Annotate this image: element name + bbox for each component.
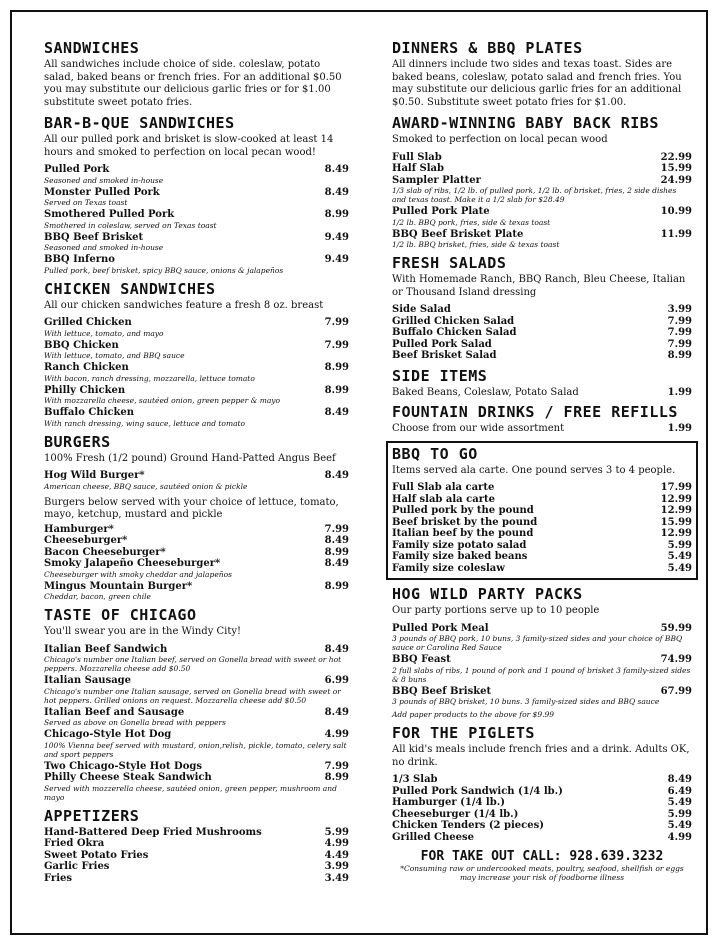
item-name: Hand-Battered Deep Fried Mushrooms [44, 826, 262, 838]
menu-item [44, 470, 349, 482]
item-description: 2 full slabs of ribs, 1 pound of pork and 1 pound of brisket 3 family-sized sides & 8 buns [392, 665, 691, 684]
item-name: Grilled Chicken Salad [392, 315, 515, 327]
item-name: Bacon Cheeseburger* [44, 546, 166, 558]
menu-item [44, 675, 349, 687]
burgers-heading: BURGERS [44, 432, 111, 451]
item-description: 1/2 lb. BBQ brisket, fries, side & texas toast [392, 240, 560, 249]
item-name: Half Slab [392, 163, 445, 174]
item-name: Ranch Chicken [44, 362, 129, 373]
item-price: 5.49 [667, 820, 692, 831]
dinners-section [392, 40, 692, 109]
item-description: With bacon, ranch dressing, mozzarella, lettuce tomato [44, 373, 255, 383]
item-price: 7.99 [667, 338, 692, 350]
item-name: Italian beef by the pound [392, 528, 534, 539]
menu-item [392, 175, 692, 187]
item-price: 8.99 [324, 209, 349, 220]
item-price: 7.99 [667, 327, 692, 338]
menu-item [44, 581, 349, 593]
item-price: 12.99 [660, 505, 692, 516]
item-price: 10.99 [660, 206, 692, 217]
menu-item [392, 820, 692, 832]
appetizers-list [44, 827, 349, 885]
item-description: With lettuce, tomato, and BBQ sauce [44, 351, 185, 360]
menu-item [392, 654, 692, 666]
menu-item [392, 350, 692, 362]
item-description: Smothered in coleslaw, served on Texas toast [44, 220, 217, 230]
menu-item [44, 187, 349, 199]
item-price: 5.49 [667, 562, 692, 574]
item-price: 7.99 [324, 339, 349, 351]
item-description: Served with mozzerella cheese, sautéed onion, green pepper, mushroom and mayo [44, 783, 337, 802]
bbq-to-go-intro: Items served ala carte. One pound serves 3 to 4 people. [392, 464, 676, 476]
menu-item [392, 832, 692, 844]
item-name: Smothered Pulled Pork [44, 209, 175, 220]
bbq-sandwiches-section [44, 115, 349, 275]
menu-item [44, 385, 349, 397]
chicago-intro: You'll swear you are in the Windy City! [44, 626, 242, 637]
menu-item [44, 873, 349, 885]
item-price: 8.49 [324, 643, 349, 655]
item-name: Hamburger (1/4 lb.) [392, 797, 505, 808]
disclaimer: *Consuming raw or undercooked meats, poultry, seafood, shellfish or eggs may increase your risk of foodborne illness [400, 864, 684, 882]
item-price: 15.99 [660, 163, 692, 174]
burgers-list [44, 524, 349, 602]
menu-item [392, 494, 692, 506]
item-name: Full Slab [392, 151, 442, 163]
item-price: 7.99 [324, 760, 349, 772]
chicago-list [44, 644, 349, 802]
item-name: Grilled Chicken [44, 317, 132, 328]
sides-section [392, 368, 692, 399]
item-price: 8.49 [667, 774, 692, 785]
salads-intro: With Homemade Ranch, BBQ Ranch, Bleu Cheese, Italian or Thousand Island dressing [392, 274, 686, 298]
appetizers-section [44, 808, 349, 885]
item-name: Buffalo Chicken [44, 407, 135, 418]
menu-item [44, 761, 349, 773]
menu-item [44, 232, 349, 244]
bbq-sandwiches-intro: All our pulled pork and brisket is slow-cooked at least 14 hours and smoked to perfection on local pecan wood! [44, 134, 334, 158]
item-description: With mozzarella cheese, sautéed onion, green pepper & mayo [44, 396, 281, 405]
menu-item [44, 861, 349, 873]
menu-item [392, 517, 692, 529]
item-name: Two Chicago-Style Hot Dogs [44, 760, 202, 772]
item-price: 1.99 [667, 423, 692, 434]
item-price: 11.99 [660, 228, 692, 240]
item-price: 17.99 [660, 482, 692, 493]
item-price: 24.99 [660, 174, 692, 186]
sandwiches-intro: All sandwiches include choice of side. coleslaw, potato salad, baked beans or french fries. For an additional $0.50 you may substitute our delicious garlic fries or for $1.00 substitute sweet potato fries. [44, 59, 342, 108]
item-name: Sampler Platter [392, 174, 481, 186]
item-name: Hamburger* [44, 523, 114, 535]
item-name: Beef Brisket Salad [392, 350, 497, 361]
menu-item [392, 327, 692, 339]
item-description: 1/2 lb. BBQ pork, fries, side & texas toast [392, 217, 551, 227]
sides-heading: SIDE ITEMS [392, 366, 488, 385]
bbq-to-go-list [392, 482, 692, 574]
bbq-sandwiches-heading: BAR-B-QUE SANDWICHES [44, 114, 235, 132]
menu-item [392, 152, 692, 164]
party-list [392, 623, 692, 707]
item-price: 8.49 [324, 407, 349, 418]
item-name: Sweet Potato Fries [44, 849, 149, 861]
item-price: 7.99 [667, 315, 692, 327]
item-price: 6.49 [667, 785, 692, 797]
menu-item [44, 209, 349, 221]
menu-item [392, 540, 692, 552]
item-name: Pulled Pork Meal [392, 622, 489, 634]
piglets-list [392, 774, 692, 843]
item-description: With ranch dressing, wing sauce, lettuce and tomato [44, 418, 246, 428]
item-price: 8.99 [324, 772, 349, 783]
item-name: Chicago-Style Hot Dog [44, 729, 172, 740]
left-column [44, 34, 349, 884]
piglets-intro: All kid's meals include french fries and a drink. Adults OK, no drink. [392, 744, 690, 768]
item-name: Cheeseburger (1/4 lb.) [392, 808, 519, 820]
item-price: 7.99 [324, 317, 349, 328]
item-description: Seasoned and smoked in-house [44, 243, 164, 252]
item-price: 4.99 [667, 831, 692, 843]
item-price: 59.99 [660, 622, 692, 634]
chicken-section [44, 281, 349, 428]
menu-item [392, 206, 692, 218]
item-name: BBQ Beef Brisket [392, 685, 492, 697]
menu-item [392, 387, 692, 399]
bbq-to-go-heading: BBQ TO GO [392, 444, 478, 463]
ribs-list [392, 152, 692, 250]
salads-list [392, 304, 692, 362]
menu-item [44, 524, 349, 536]
menu-item [392, 563, 692, 575]
menu-item [44, 729, 349, 741]
menu-item [392, 774, 692, 786]
party-heading: HOG WILD PARTY PACKS [392, 585, 583, 603]
item-price: 8.49 [324, 706, 349, 718]
item-name: Fries [44, 872, 72, 884]
item-price: 4.49 [324, 849, 349, 861]
menu-item [392, 163, 692, 175]
item-name: Buffalo Chicken Salad [392, 327, 517, 338]
menu-item [392, 339, 692, 351]
piglets-section [392, 725, 692, 843]
ribs-section [392, 115, 692, 249]
item-price: 22.99 [660, 151, 692, 163]
item-description: American cheese, BBQ sauce, sautéed onion & pickle [44, 481, 248, 491]
chicken-intro: All our chicken sandwiches feature a fresh 8 oz. breast [44, 299, 324, 311]
chicago-section [44, 607, 349, 802]
item-name: BBQ Feast [392, 654, 451, 665]
item-description: 3 pounds of BBQ pork, 10 buns, 3 family-sized sides and your choice of BBQ sauce or Carolina Red Sauce [392, 634, 683, 652]
item-price: 8.49 [324, 186, 349, 198]
menu-item [44, 340, 349, 352]
menu-item [44, 707, 349, 719]
item-name: BBQ Beef Brisket [44, 231, 144, 243]
ribs-intro: Smoked to perfection on local pecan wood [392, 134, 608, 145]
item-name: Philly Chicken [44, 384, 126, 396]
item-description: 100% Vienna beef served with mustard, onion,relish, pickle, tomato, celery salt and sport peppers [44, 740, 347, 759]
menu-item [44, 838, 349, 850]
item-name: Hog Wild Burger* [44, 470, 145, 481]
item-description: With lettuce, tomato, and mayo [44, 328, 164, 338]
item-name: Pulled Pork Plate [392, 206, 490, 217]
item-description: Chicago's number one Italian sausage, served on Gonella bread with sweet or hot peppers. Grilled onions on request. Mozzarella cheese add $0.50 [44, 686, 341, 705]
sandwiches-section [44, 40, 349, 109]
salads-heading: FRESH SALADS [392, 254, 507, 272]
item-name: Mingus Mountain Burger* [44, 580, 193, 592]
item-price: 5.99 [667, 808, 692, 820]
sandwiches-heading: SANDWICHES [44, 39, 140, 57]
item-name: BBQ Chicken [44, 339, 119, 351]
menu-item [392, 797, 692, 809]
item-description: Pulled pork, beef brisket, spicy BBQ sauce, onions & jalapeños [44, 265, 284, 275]
item-name: Family size baked beans [392, 551, 528, 562]
item-price: 3.49 [324, 872, 349, 884]
item-price: 67.99 [660, 685, 692, 697]
burgers-intro: 100% Fresh (1/2 pound) Ground Hand-Patted Angus Beef [44, 452, 336, 464]
item-price: 1.99 [667, 386, 692, 398]
menu-page [10, 10, 708, 935]
bbq-to-go-box [386, 441, 698, 581]
menu-item [392, 423, 692, 435]
item-price: 4.99 [324, 729, 349, 740]
item-price: 12.99 [660, 528, 692, 539]
item-price: 5.49 [667, 551, 692, 562]
menu-item [392, 304, 692, 316]
item-name: Pulled pork by the pound [392, 505, 534, 516]
dinners-intro: All dinners include two sides and texas toast. Sides are baked beans, coleslaw, potato salad and french fries. You may substitute our delicious garlic fries for an additional $0.50. Substitute sweet potato fries for $1.00. [392, 59, 682, 108]
menu-item [44, 558, 349, 570]
item-name: Full Slab ala carte [392, 482, 495, 493]
burgers-section [44, 434, 349, 602]
item-description: Seasoned and smoked in-house [44, 175, 164, 185]
item-name: Side Salad [392, 304, 451, 315]
menu-item [44, 644, 349, 656]
item-name: Italian Sausage [44, 675, 132, 686]
item-price: 8.49 [324, 164, 349, 175]
menu-item [392, 229, 692, 241]
item-name: Fried Okra [44, 838, 105, 849]
bbq-sandwiches-list [44, 164, 349, 275]
party-note: Add paper products to the above for $9.99 [392, 710, 555, 719]
item-price: 8.99 [324, 362, 349, 373]
item-price: 6.99 [324, 675, 349, 686]
menu-item [44, 772, 349, 784]
item-price: 8.49 [324, 470, 349, 481]
item-description: Chicago's number one Italian beef, served on Gonella bread with sweet or hot peppers. Mozzarella cheese add $0.50 [44, 655, 342, 673]
drinks-section [392, 404, 692, 435]
item-name: Monster Pulled Pork [44, 186, 160, 198]
item-price: 8.49 [324, 535, 349, 546]
menu-item [392, 505, 692, 517]
item-price: 5.99 [324, 826, 349, 838]
item-price: 8.99 [324, 384, 349, 396]
item-price: 74.99 [660, 654, 692, 665]
drinks-line: Choose from our wide assortment [392, 423, 565, 434]
item-description: Served as above on Gonella bread with peppers [44, 718, 226, 727]
item-price: 9.49 [324, 254, 349, 265]
menu-item [392, 551, 692, 563]
menu-item [392, 809, 692, 821]
menu-item [44, 850, 349, 862]
party-intro: Our party portions serve up to 10 people [392, 605, 600, 616]
item-name: BBQ Beef Brisket Plate [392, 228, 524, 240]
item-name: BBQ Inferno [44, 254, 115, 265]
menu-item [392, 528, 692, 540]
ribs-heading: AWARD-WINNING BABY BACK RIBS [392, 114, 659, 132]
right-column [392, 34, 692, 882]
item-name: Beef brisket by the pound [392, 516, 538, 528]
appetizers-heading: APPETIZERS [44, 806, 140, 825]
item-name: Pulled Pork Sandwich (1/4 lb.) [392, 785, 563, 797]
item-description: Cheddar, bacon, green chile [44, 592, 151, 601]
item-description: 1/3 slab of ribs, 1/2 lb. of pulled pork, 1/2 lb. of brisket, fries, 2 side dishes and texas toast. Make it a 1/2 slab for $28.49 [392, 186, 677, 204]
menu-item [44, 254, 349, 266]
item-price: 5.99 [667, 539, 692, 551]
item-name: Family size potato salad [392, 539, 527, 551]
item-name: Grilled Cheese [392, 831, 474, 843]
salads-section [392, 255, 692, 362]
menu-item [44, 535, 349, 547]
item-price: 4.99 [324, 838, 349, 849]
item-price: 3.99 [667, 304, 692, 315]
sides-line: Baked Beans, Coleslaw, Potato Salad [392, 386, 579, 398]
item-price: 8.99 [324, 546, 349, 558]
item-description: Cheeseburger with smoky cheddar and jalapeños [44, 569, 232, 579]
menu-item [44, 164, 349, 176]
takeout-phone: FOR TAKE OUT CALL: 928.639.3232 [420, 849, 664, 864]
item-price: 12.99 [660, 493, 692, 505]
item-price: 3.99 [324, 861, 349, 872]
item-name: Garlic Fries [44, 861, 110, 872]
piglets-heading: FOR THE PIGLETS [392, 724, 535, 742]
item-name: Cheeseburger* [44, 535, 128, 546]
item-price: 7.99 [324, 523, 349, 535]
chicken-heading: CHICKEN SANDWICHES [44, 279, 216, 298]
item-name: Smoky Jalapeño Cheeseburger* [44, 558, 221, 569]
item-description: 3 pounds of BBQ brisket, 10 buns. 3 family-sized sides and BBQ sauce [392, 697, 660, 706]
party-section [392, 586, 692, 719]
item-name: Family size coleslaw [392, 562, 505, 574]
item-price: 5.49 [667, 797, 692, 808]
menu-item [44, 407, 349, 419]
drinks-heading: FOUNTAIN DRINKS / FREE REFILLS [392, 403, 678, 421]
item-name: Italian Beef and Sausage [44, 706, 185, 718]
item-price: 8.99 [324, 580, 349, 592]
menu-item [392, 786, 692, 798]
item-name: Chicken Tenders (2 pieces) [392, 820, 544, 831]
item-price: 15.99 [660, 516, 692, 528]
item-name: 1/3 Slab [392, 774, 438, 785]
menu-item [44, 317, 349, 329]
dinners-heading: DINNERS & BBQ PLATES [392, 39, 583, 57]
item-name: Pulled Pork [44, 164, 110, 175]
item-name: Philly Cheese Steak Sandwich [44, 772, 212, 783]
menu-item [392, 482, 692, 494]
chicago-heading: TASTE OF CHICAGO [44, 606, 197, 624]
menu-item [392, 686, 692, 698]
item-price: 9.49 [324, 231, 349, 243]
item-name: Italian Beef Sandwich [44, 643, 168, 655]
menu-item [44, 827, 349, 839]
burgers-intro-2: Burgers below served with your choice of lettuce, tomato, mayo, ketchup, mustard and pickle [44, 496, 339, 520]
item-description: Served on Texas toast [44, 198, 128, 207]
menu-item [44, 547, 349, 559]
menu-item [392, 316, 692, 328]
chicken-list [44, 317, 349, 428]
item-price: 8.99 [667, 350, 692, 361]
item-price: 8.49 [324, 558, 349, 569]
menu-item [392, 623, 692, 635]
menu-item [44, 362, 349, 374]
item-name: Pulled Pork Salad [392, 338, 492, 350]
item-name: Half slab ala carte [392, 493, 495, 505]
